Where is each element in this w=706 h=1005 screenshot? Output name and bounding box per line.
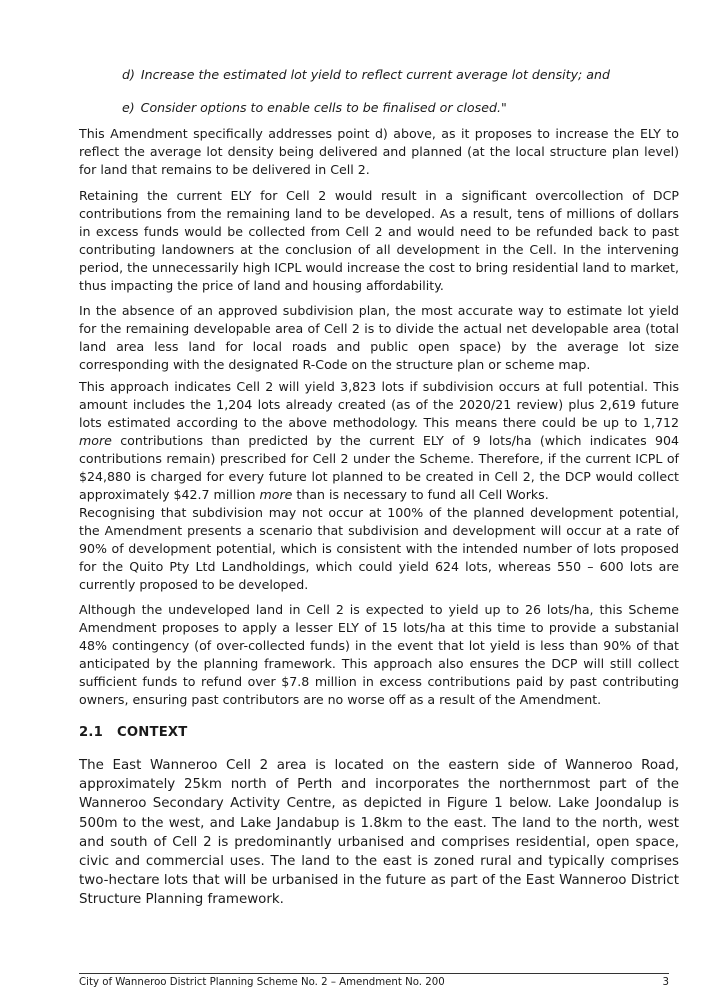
section-title: CONTEXT bbox=[116, 725, 188, 740]
list-marker: e) bbox=[122, 100, 135, 115]
list-marker: d) bbox=[122, 67, 135, 82]
list-item-e bbox=[122, 99, 682, 117]
context-paragraph: The East Wanneroo Cell 2 area is located on the eastern side of Wanneroo Road, approximately 25km north of Perth and incorporates the northernmost part of the Wanneroo Secondary Activity Centre, as depicted in Figure 1 below. Lake Joondalup is 500m to the west, and Lake Jandabup is 1.8km to the east. The land to the north, west and south of Cell 2 is predominantly urbanised and comprises residential, open space, civic and commercial uses. The land to the east is zoned rural and typically comprises two-hectare lots that will be urbanised in the future as part of the East Wanneroo District Structure Planning framework. bbox=[79, 758, 679, 908]
list-item-text: Consider options to enable cells to be finalised or closed." bbox=[140, 100, 507, 115]
paragraph-text: contributions than predicted by the current ELY of 9 lots/ha (which indicates 904 contributions remain) prescribed for Cell 2 under the Scheme. Therefore, if the current ICPL of $24,880 is charged for every future lot planned to be created in Cell 2, the DCP would collect approximately $42.7 million bbox=[79, 433, 679, 502]
emphasis-text: more bbox=[259, 487, 293, 502]
page-number: 3 bbox=[662, 977, 669, 988]
paragraph: Recognising that subdivision may not occur at 100% of the planned development potential, the Amendment presents a scenario that subdivision and development will occur at a rate of 90% of development potential, which is consistent with the intended number of lots proposed for the Quito Pty Ltd Landholdings, which could yield 624 lots, whereas 550 – 600 lots are currently proposed to be developed. bbox=[79, 505, 679, 592]
paragraph bbox=[79, 378, 679, 504]
section-heading bbox=[79, 725, 187, 740]
paragraph: This Amendment specifically addresses point d) above, as it proposes to increase the ELY to reflect the average lot density being delivered and planned (at the local structure plan level) for land that remains to be delivered in Cell 2. bbox=[79, 126, 679, 177]
paragraph: Although the undeveloped land in Cell 2 is expected to yield up to 26 lots/ha, this Scheme Amendment proposes to apply a lesser ELY of 15 lots/ha at this time to provide a substanial 48% contingency (of over-collected funds) in the event that lot yield is less than 90% of that anticipated by the planning framework. This approach also ensures the DCP will still collect sufficient funds to refund over $7.8 million in excess contributions paid by past contributing owners, ensuring past contributors are no worse off as a result of the Amendment. bbox=[79, 602, 679, 707]
section-number: 2.1 bbox=[79, 725, 103, 740]
footer-divider bbox=[79, 973, 669, 974]
paragraph-text: This approach indicates Cell 2 will yield 3,823 lots if subdivision occurs at full potential. This amount includes the 1,204 lots already created (as of the 2020/21 review) plus 2,619 future lots estimated according to the above methodology. This means there could be up to 1,712 bbox=[79, 379, 679, 430]
list-item-d bbox=[122, 66, 682, 84]
paragraph: In the absence of an approved subdivision plan, the most accurate way to estimate lot yield for the remaining developable area of Cell 2 is to divide the actual net developable area (total land area less land for local roads and public open space) by the average lot size corresponding with the designated R-Code on the structure plan or scheme map. bbox=[79, 303, 679, 372]
paragraph: Retaining the current ELY for Cell 2 would result in a significant overcollection of DCP contributions from the remaining land to be developed. As a result, tens of millions of dollars in excess funds would be collected from Cell 2 and would need to be refunded back to past contributing landowners at the conclusion of all development in the Cell. In the intervening period, the unnecessarily high ICPL would increase the cost to bring residential land to market, thus impacting the price of land and housing affordability. bbox=[79, 188, 679, 293]
list-item-text: Increase the estimated lot yield to reflect current average lot density; and bbox=[140, 67, 610, 82]
emphasis-text: more bbox=[79, 433, 112, 448]
paragraph-text: than is necessary to fund all Cell Works. bbox=[292, 487, 549, 502]
footer-document-title: City of Wanneroo District Planning Scheme No. 2 – Amendment No. 200 bbox=[79, 977, 445, 988]
